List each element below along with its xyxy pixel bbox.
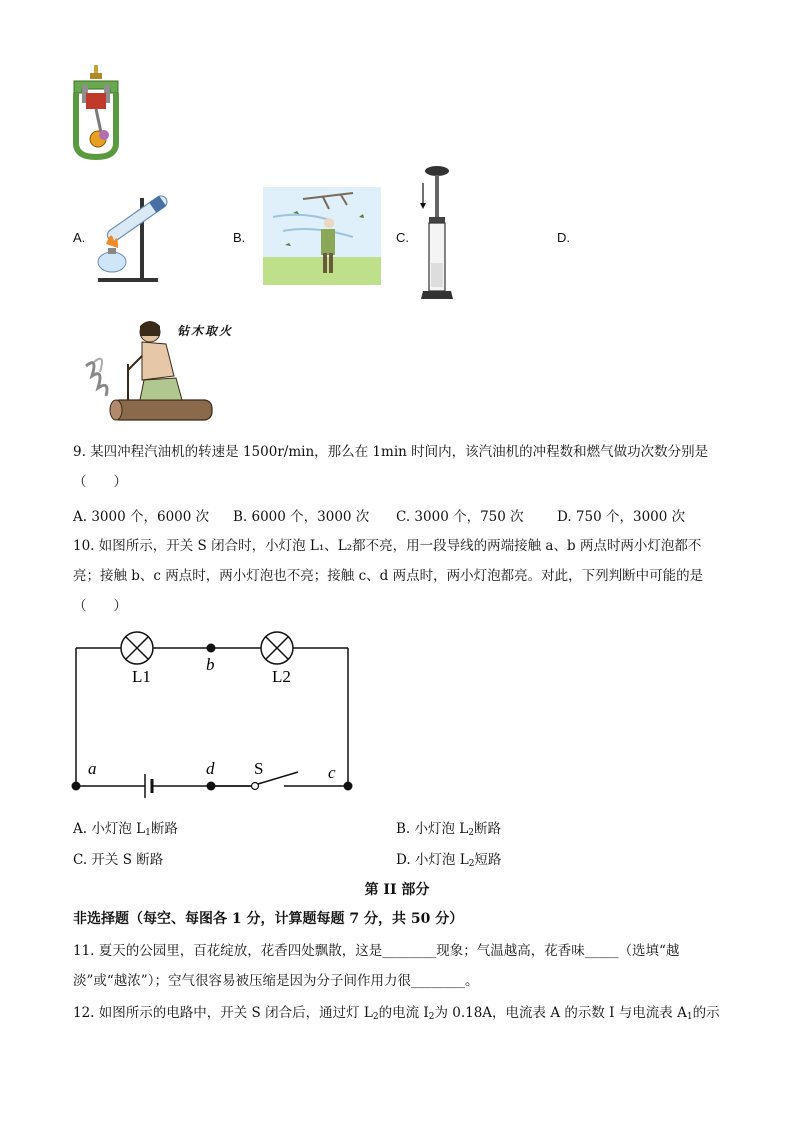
lamp-l1-symbol (121, 632, 153, 664)
q9-option-b: B. 6000 个，3000 次 (233, 509, 370, 525)
q9-option-d: D. 750 个，3000 次 (557, 509, 686, 525)
q11-line1: 11. 夏天的公园里，百花绽放，花香四处飘散，这是________现象；气温越高，花香味_____（选填“越 (73, 943, 680, 959)
q10-option-b: B. 小灯泡 $L_2$断路 (396, 821, 501, 838)
q10-line2: 亮；接触 b、c 两点时，两小灯泡也不亮；接触 c、d 两点时，两小灯泡都亮。对此，下列判断中可能的是 (73, 568, 704, 584)
battery-symbol (145, 774, 152, 798)
engine-diagram (70, 63, 122, 161)
q12-line1: 12. 如图所示的电路中，开关 S 闭合后，通过灯 $L_2$的电流 $I_2$为 0.18A，电流表 A 的示数 I 与电流表 $A_1$的示 (73, 1005, 720, 1022)
q10-option-a: A. 小灯泡 $L_1$断路 (73, 821, 178, 838)
option-d-label: D. (557, 230, 570, 245)
lamp-l2-label: L2 (272, 667, 291, 686)
option-a-label: A. (73, 230, 86, 245)
node-c (344, 782, 353, 791)
switch-s-label: S (254, 759, 264, 778)
q9-option-c: C. 3000 个，750 次 (396, 509, 524, 525)
node-d (207, 782, 216, 791)
point-c-label: c (328, 763, 336, 782)
circuit-diagram (66, 626, 366, 798)
q10-paren: （ ） (73, 598, 127, 614)
lamp-l2-symbol (261, 632, 293, 664)
part2-title: 第 II 部分 (364, 882, 430, 898)
node-a (72, 782, 81, 791)
q10-option-d: D. 小灯泡 $L_2$短路 (396, 852, 502, 869)
node-b (207, 644, 216, 653)
option-c-label: C. (396, 230, 409, 245)
point-d-label: d (206, 759, 215, 778)
q9-text: 9. 某四冲程汽油机的转速是 1500r/min，那么在 1min 时间内，该汽油机的冲程数和燃气做功次数分别是 (73, 444, 709, 460)
compression-tube-image (417, 163, 459, 309)
point-b-label: b (206, 655, 215, 674)
windy-scene-image (263, 187, 381, 285)
q10-option-c: C. 开关 S 断路 (73, 852, 164, 868)
q10-line1: 10. 如图所示，开关 S 闭合时，小灯泡 L₁、L₂都不亮，用一段导线的两端接触 a、b 两点时两小灯泡都不 (73, 538, 702, 554)
q11-line2: 淡”或“越浓”）；空气很容易被压缩是因为分子间作用力很________。 (73, 973, 479, 989)
drill-fire-caption: 钻木取火 (177, 324, 234, 338)
q9-paren: （ ） (73, 474, 127, 490)
test-tube-heating-image (88, 188, 178, 284)
lamp-l1-label: L1 (132, 667, 151, 686)
part2-subtitle: 非选择题（每空、每图各 1 分，计算题每题 7 分，共 50 分） (73, 911, 464, 927)
q9-option-a: A. 3000 个，6000 次 (73, 509, 210, 525)
option-b-label: B. (233, 230, 246, 245)
point-a-label: a (88, 759, 97, 778)
